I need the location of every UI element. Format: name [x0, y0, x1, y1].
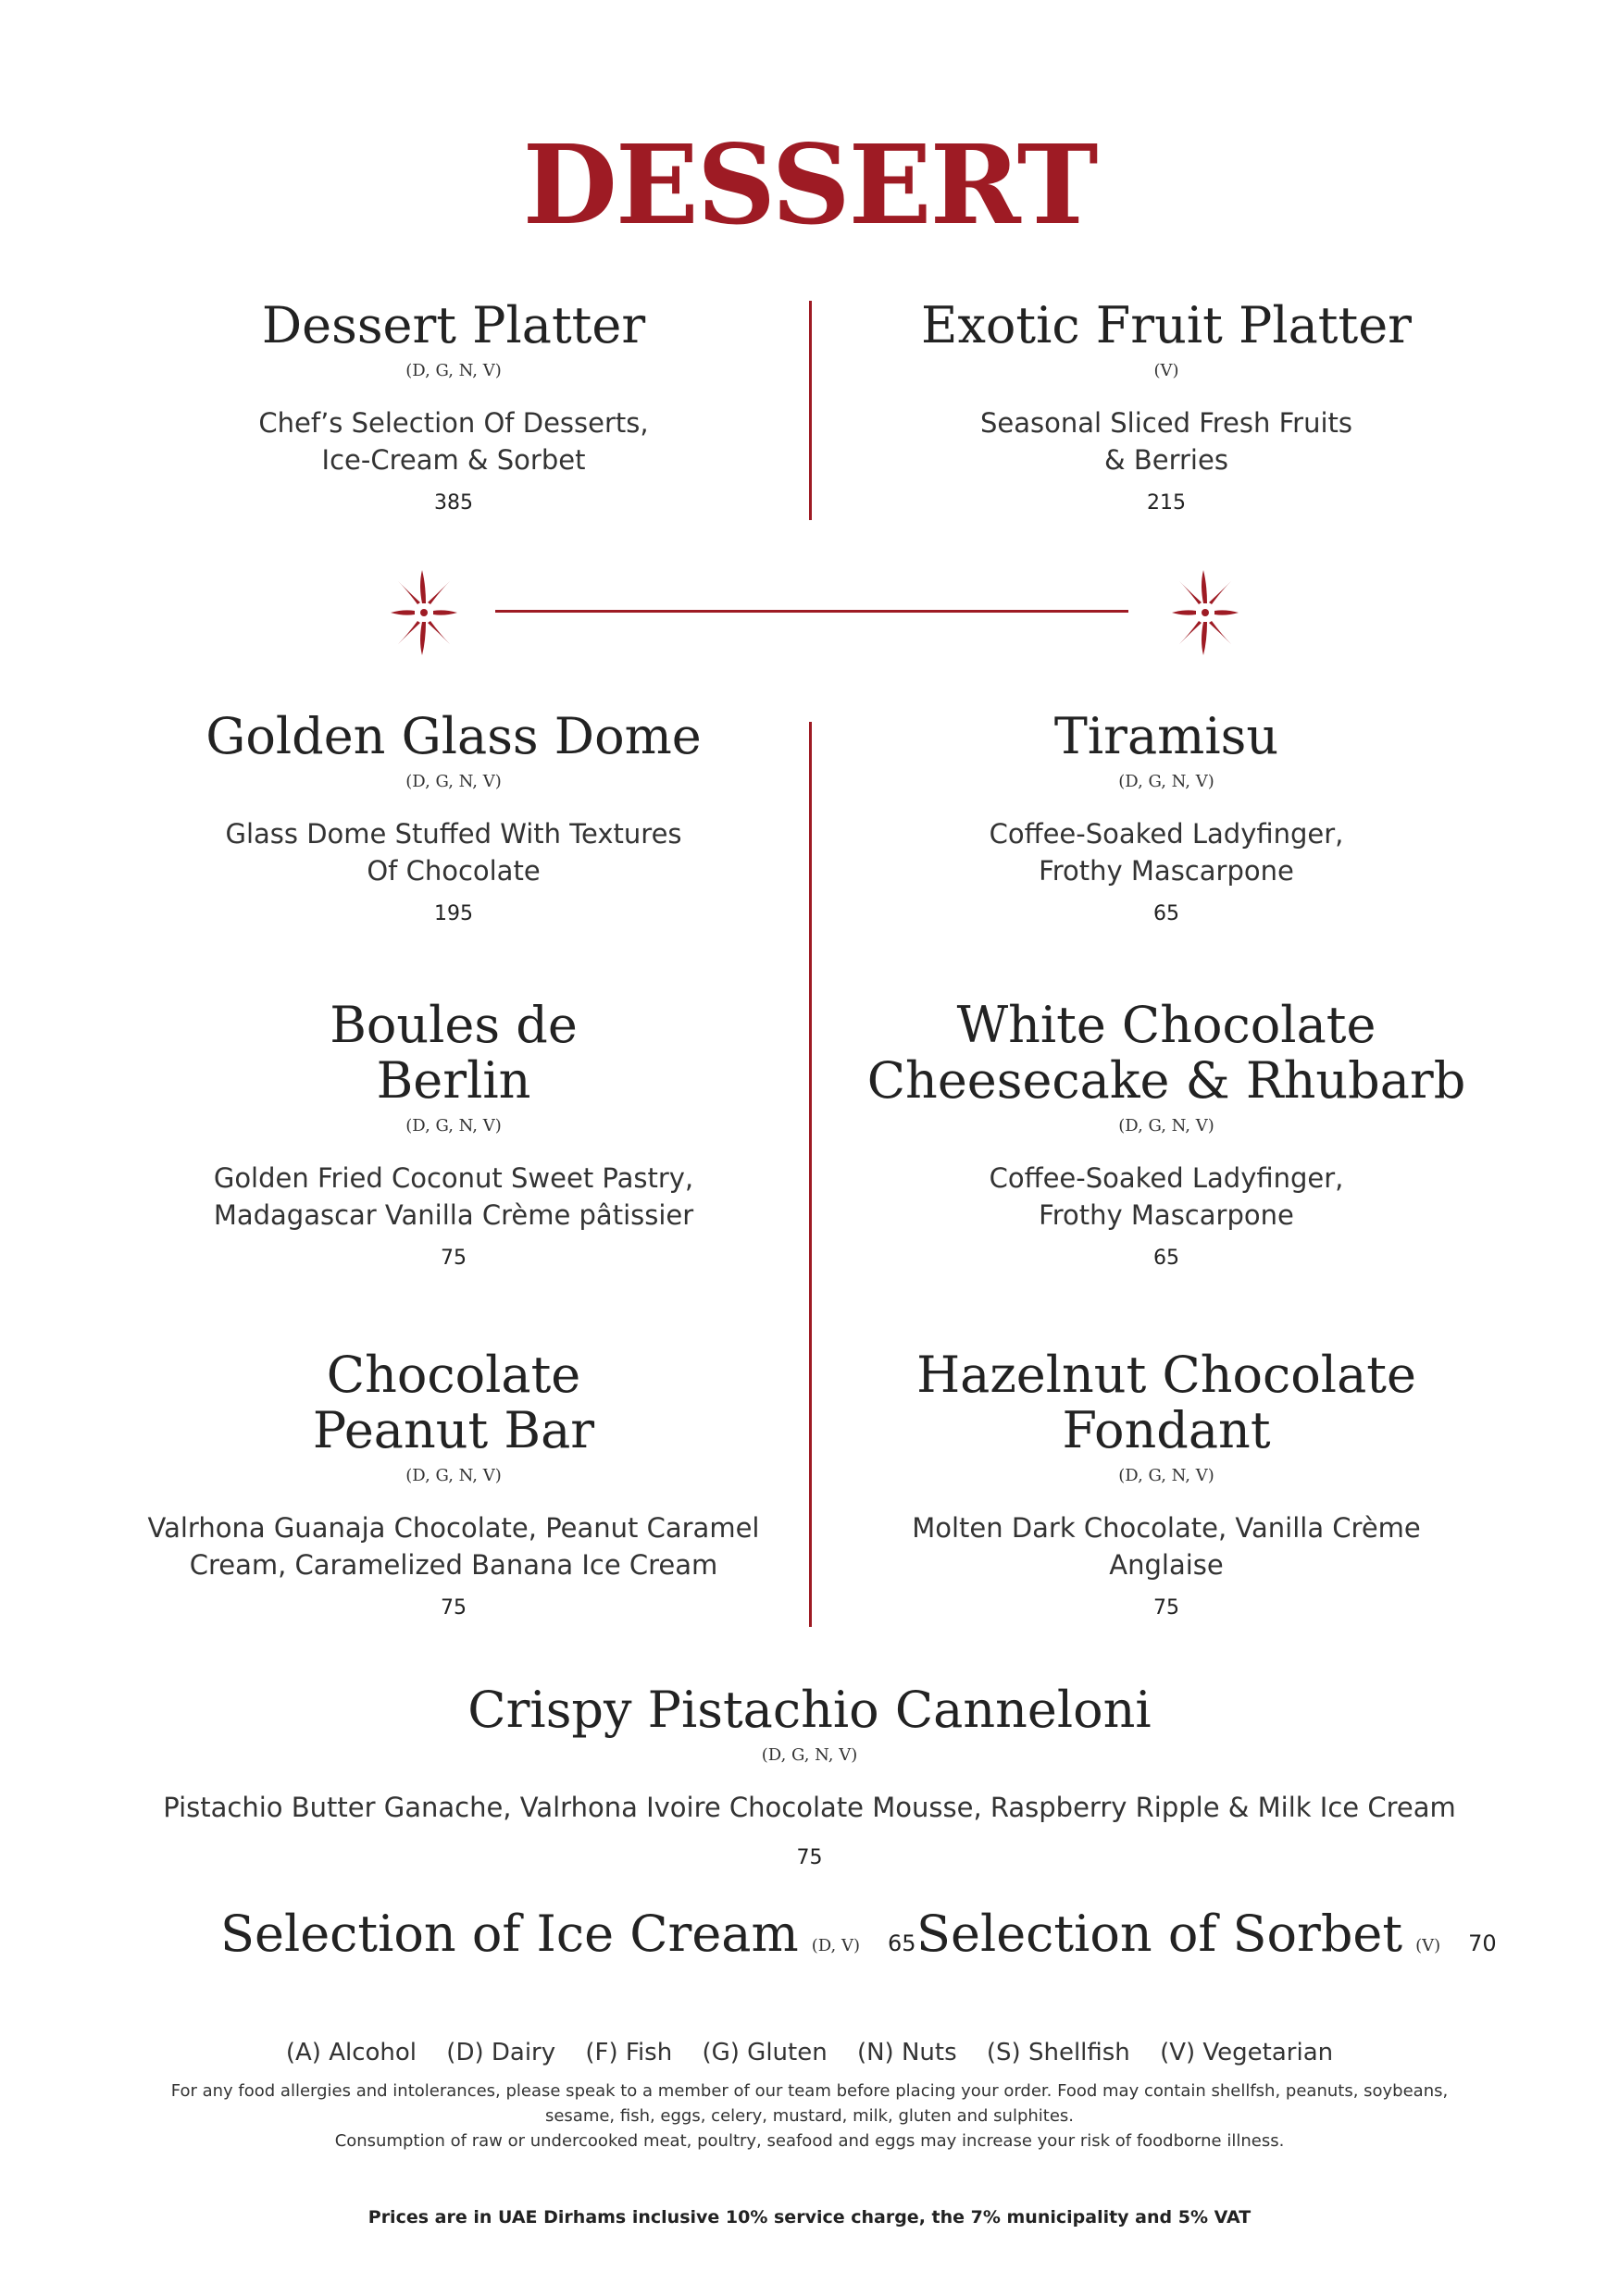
legend-fish: (F) Fish — [585, 2039, 673, 2066]
item-price: 75 — [796, 1846, 823, 1869]
item-name: Selection of Ice Cream — [220, 1905, 799, 1963]
item-name — [842, 998, 1490, 1109]
horizontal-divider — [495, 610, 1128, 613]
item-price: 215 — [1147, 491, 1186, 515]
desc-line: Golden Fried Coconut Sweet Pastry, — [213, 1162, 694, 1194]
item-name: Tiramisu — [1053, 707, 1279, 765]
menu-item-exotic-fruit-platter — [842, 298, 1490, 515]
item-tags: (V) — [1415, 1936, 1441, 1955]
item-description — [842, 404, 1490, 478]
menu-item-ice-cream — [220, 1905, 916, 1963]
desc-line: Frothy Mascarpone — [1039, 1199, 1294, 1231]
price-footer: Prices are in UAE Dirhams inclusive 10% service charge, the 7% municipality and 5% VAT — [367, 2207, 1252, 2228]
item-tags: (D, V) — [811, 1936, 860, 1955]
legend-alcohol: (A) Alcohol — [285, 2039, 417, 2066]
item-name — [130, 998, 778, 1109]
item-name: Selection of Sorbet — [916, 1905, 1403, 1963]
desc-line: Coffee-Soaked Ladyfinger, — [989, 1162, 1344, 1194]
item-description — [130, 1509, 778, 1583]
name-line: White Chocolate — [956, 996, 1376, 1054]
item-name: Golden Glass Dome — [205, 707, 702, 765]
item-tags: (D, G, N, V) — [1118, 772, 1214, 791]
item-price: 65 — [1153, 1247, 1179, 1270]
menu-item-tiramisu — [842, 709, 1490, 925]
name-line: Peanut Bar — [312, 1401, 595, 1459]
menu-item-white-chocolate-cheesecake — [842, 998, 1490, 1270]
item-description — [842, 815, 1490, 889]
item-description — [130, 815, 778, 889]
item-price: 75 — [441, 1596, 467, 1620]
item-tags: (V) — [1153, 361, 1179, 380]
item-name — [842, 1347, 1490, 1458]
desc-line: Valrhona Guanaja Chocolate, Peanut Caramel — [147, 1512, 760, 1544]
desc-line: Madagascar Vanilla Crème pâtissier — [213, 1199, 694, 1231]
item-price: 65 — [887, 1930, 916, 1956]
menu-item-crispy-pistachio-canneloni — [93, 1682, 1526, 1869]
desc-line: Coffee-Soaked Ladyfinger, — [989, 818, 1344, 850]
item-description — [842, 1160, 1490, 1234]
item-name: Exotic Fruit Platter — [921, 296, 1412, 354]
item-tags: (D, G, N, V) — [761, 1745, 858, 1765]
allergen-legend — [0, 2039, 1619, 2066]
desc-line: Of Chocolate — [367, 855, 541, 887]
menu-item-sorbet — [916, 1905, 1497, 1963]
item-tags: (D, G, N, V) — [405, 772, 502, 791]
item-name: Crispy Pistachio Canneloni — [467, 1681, 1152, 1739]
desc-line: Molten Dark Chocolate, Vanilla Crème — [912, 1512, 1421, 1544]
name-line: Boules de — [330, 996, 578, 1054]
item-price: 65 — [1153, 902, 1179, 925]
legend-shellfish: (S) Shellfish — [986, 2039, 1130, 2066]
desc-line: Seasonal Sliced Fresh Fruits — [979, 407, 1353, 439]
item-price: 70 — [1468, 1930, 1497, 1956]
item-tags: (D, G, N, V) — [405, 1466, 502, 1485]
allergy-line: sesame, fish, eggs, celery, mustard, milk, gluten and sulphites. — [544, 2106, 1075, 2126]
desc-line: Chef’s Selection Of Desserts, — [258, 407, 649, 439]
item-name: Dessert Platter — [261, 296, 646, 354]
item-tags: (D, G, N, V) — [1118, 1466, 1214, 1485]
item-tags: (D, G, N, V) — [1118, 1116, 1214, 1136]
legend-vegetarian: (V) Vegetarian — [1160, 2039, 1334, 2066]
allergy-line: For any food allergies and intolerances, please speak to a member of our team before placing your order. Food may contain shellfsh, peanuts, soybeans, — [170, 2081, 1449, 2101]
item-price: 75 — [1153, 1596, 1179, 1620]
item-description: Pistachio Butter Ganache, Valrhona Ivoire Chocolate Mousse, Raspberry Ripple & Milk Ice Cream — [163, 1792, 1456, 1823]
desc-line: Cream, Caramelized Banana Ice Cream — [189, 1549, 718, 1581]
menu-item-hazelnut-chocolate-fondant — [842, 1347, 1490, 1620]
name-line: Chocolate — [326, 1346, 581, 1404]
desc-line: Frothy Mascarpone — [1039, 855, 1294, 887]
menu-item-chocolate-peanut-bar — [130, 1347, 778, 1620]
name-line: Hazelnut Chocolate — [916, 1346, 1416, 1404]
name-line: Cheesecake & Rhubarb — [866, 1051, 1466, 1110]
item-description — [130, 1160, 778, 1234]
item-tags: (D, G, N, V) — [405, 361, 502, 380]
menu-item-dessert-platter — [130, 298, 778, 515]
name-line: Berlin — [376, 1051, 531, 1110]
item-name — [130, 1347, 778, 1458]
menu-item-boules-de-berlin — [130, 998, 778, 1270]
allergy-note — [139, 2079, 1480, 2153]
name-line: Fondant — [1062, 1401, 1271, 1459]
legend-dairy: (D) Dairy — [446, 2039, 556, 2066]
legend-nuts: (N) Nuts — [856, 2039, 957, 2066]
item-description — [130, 404, 778, 478]
ornament-right-icon — [1168, 566, 1242, 659]
item-price: 385 — [434, 491, 473, 515]
item-tags: (D, G, N, V) — [405, 1116, 502, 1136]
item-price: 195 — [434, 902, 473, 925]
item-description — [842, 1509, 1490, 1583]
vertical-divider-top — [809, 301, 812, 520]
menu-item-golden-glass-dome — [130, 709, 778, 925]
desc-line: & Berries — [1104, 444, 1228, 476]
page-title: DESSERT — [522, 120, 1097, 249]
desc-line: Glass Dome Stuffed With Textures — [225, 818, 682, 850]
desc-line: Ice-Cream & Sorbet — [321, 444, 586, 476]
item-price: 75 — [441, 1247, 467, 1270]
desc-line: Anglaise — [1109, 1549, 1224, 1581]
ornament-left-icon — [387, 566, 461, 659]
legend-gluten: (G) Gluten — [702, 2039, 828, 2066]
allergy-line: Consumption of raw or undercooked meat, poultry, seafood and eggs may increase your risk of foodborne illness. — [334, 2131, 1285, 2151]
vertical-divider-main — [809, 722, 812, 1627]
